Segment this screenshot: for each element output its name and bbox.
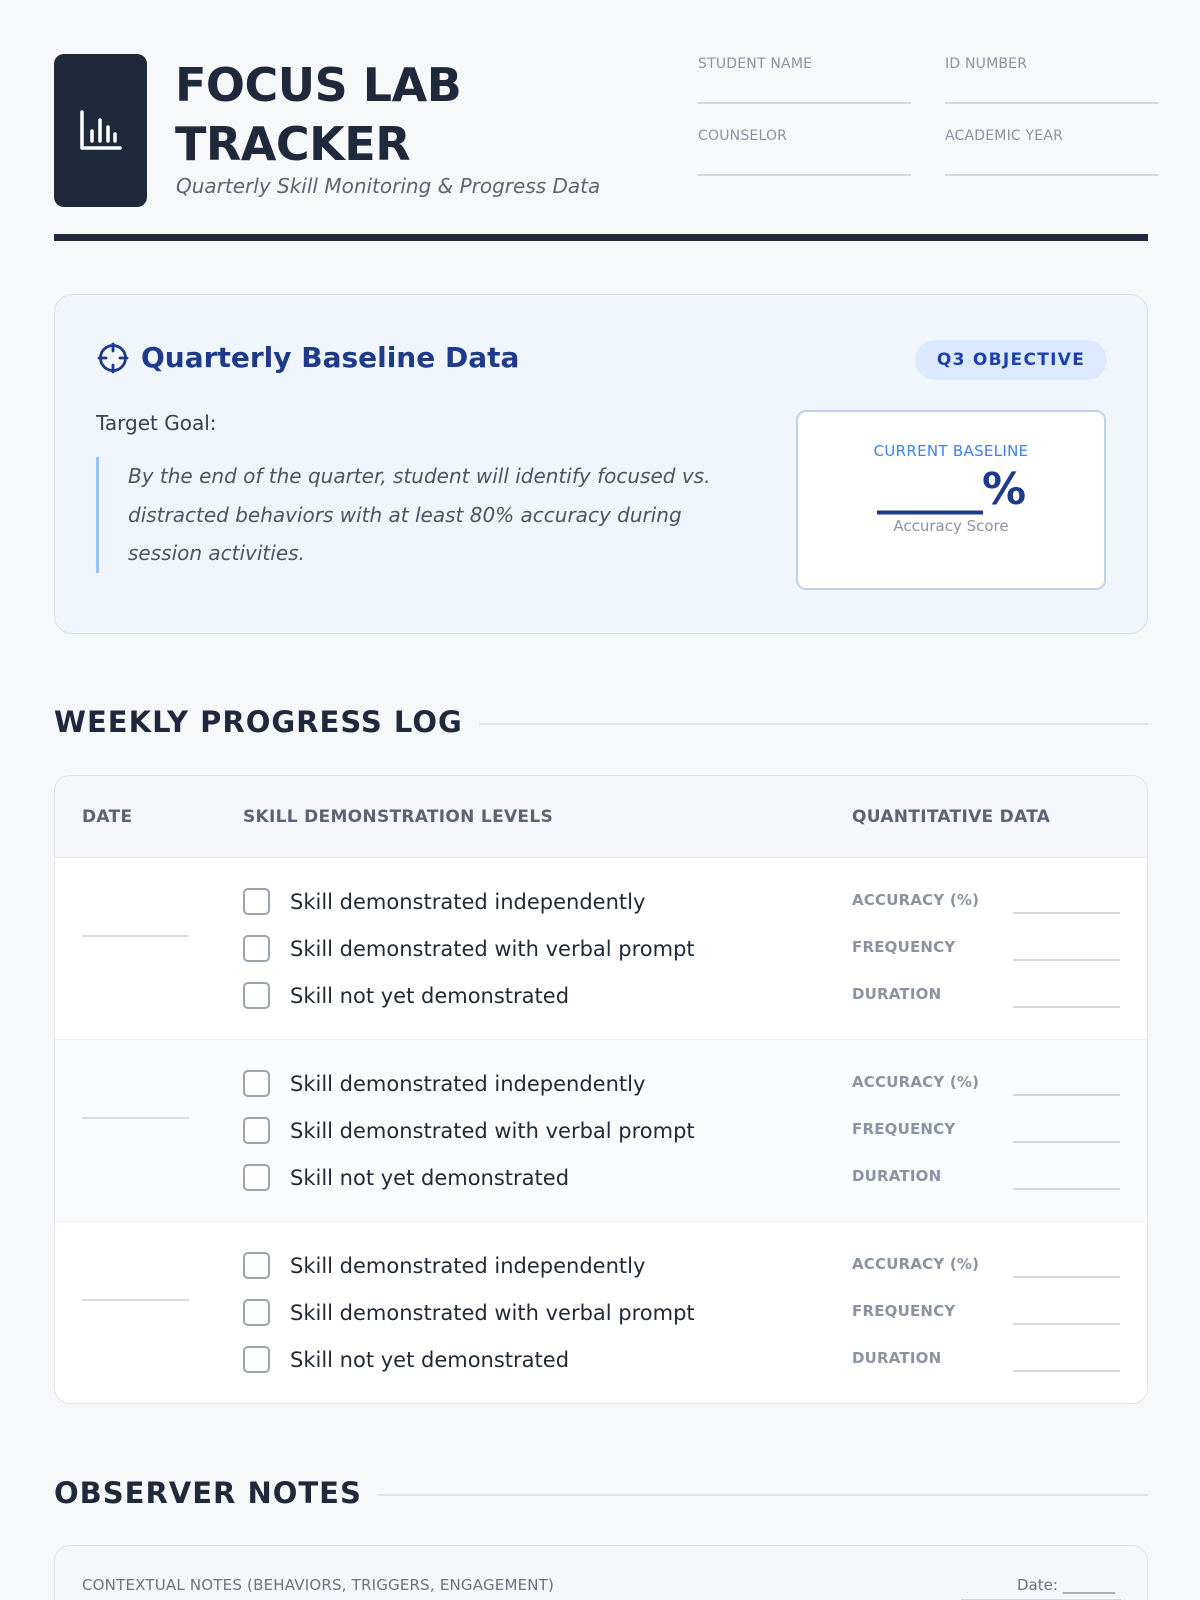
skill-checkbox[interactable] — [243, 1252, 270, 1279]
metric-label-frequency: FREQUENCY — [852, 938, 956, 956]
skill-checkbox[interactable] — [243, 1117, 270, 1144]
baseline-title: Quarterly Baseline Data — [141, 341, 520, 374]
accuracy-entry-field[interactable] — [1013, 912, 1120, 914]
skill-checkbox[interactable] — [243, 1299, 270, 1326]
skill-option-label: Skill demonstrated independently — [290, 1253, 646, 1278]
q3-objective-badge: Q3 OBJECTIVE — [915, 340, 1107, 380]
skill-checkbox[interactable] — [243, 888, 270, 915]
table-row — [55, 1222, 1147, 1404]
skill-option-label: Skill not yet demonstrated — [290, 1165, 570, 1190]
duration-entry-field[interactable] — [1013, 1188, 1120, 1190]
skill-option[interactable] — [243, 935, 695, 962]
header-divider — [54, 234, 1148, 241]
metric-label-accuracy: ACCURACY (%) — [852, 891, 980, 909]
skill-option[interactable] — [243, 1252, 645, 1279]
target-icon — [97, 342, 129, 374]
metric-label-duration: DURATION — [852, 1167, 942, 1185]
frequency-entry-field[interactable] — [1013, 959, 1120, 961]
metric-label-accuracy: ACCURACY (%) — [852, 1255, 980, 1273]
accuracy-score-label: Accuracy Score — [893, 517, 1009, 535]
metric-label-frequency: FREQUENCY — [852, 1120, 956, 1138]
section-divider — [378, 1494, 1148, 1496]
skill-option[interactable] — [243, 982, 569, 1009]
skill-option[interactable] — [243, 1164, 569, 1191]
skill-option[interactable] — [243, 1346, 569, 1373]
page-subtitle: Quarterly Skill Monitoring & Progress Data — [176, 174, 601, 198]
target-goal-text: By the end of the quarter, student will identify focused vs. distracted behaviors with at least 80% accuracy during session activities. — [96, 457, 736, 573]
skill-option-label: Skill demonstrated independently — [290, 1071, 646, 1096]
column-header-date: DATE — [82, 807, 133, 827]
target-goal-label: Target Goal: — [96, 411, 217, 435]
page-header — [54, 54, 1147, 244]
observer-notes-heading — [54, 1476, 1148, 1510]
column-header-skills: SKILL DEMONSTRATION LEVELS — [243, 807, 554, 827]
id-number-label: ID NUMBER — [945, 56, 1028, 72]
current-baseline-label: CURRENT BASELINE — [873, 442, 1029, 460]
date-entry-field[interactable] — [82, 1117, 189, 1119]
counselor-label: COUNSELOR — [698, 128, 788, 144]
id-number-field[interactable] — [945, 54, 1158, 104]
metric-label-frequency: FREQUENCY — [852, 1302, 956, 1320]
skill-checkbox[interactable] — [243, 1346, 270, 1373]
baseline-card — [54, 294, 1148, 634]
table-row — [55, 1040, 1147, 1222]
skill-option[interactable] — [243, 1117, 695, 1144]
skill-checkbox[interactable] — [243, 982, 270, 1009]
skill-option[interactable] — [243, 1070, 645, 1097]
observer-notes-title: OBSERVER NOTES — [54, 1476, 362, 1510]
counselor-field[interactable] — [698, 126, 911, 176]
skill-option-label: Skill demonstrated with verbal prompt — [290, 1118, 695, 1143]
progress-log-title: WEEKLY PROGRESS LOG — [54, 705, 463, 739]
metric-label-accuracy: ACCURACY (%) — [852, 1073, 980, 1091]
metric-label-duration: DURATION — [852, 985, 942, 1003]
frequency-entry-field[interactable] — [1013, 1141, 1120, 1143]
contextual-notes-label: CONTEXTUAL NOTES (BEHAVIORS, TRIGGERS, ENGAGEMENT) — [82, 1576, 555, 1594]
notes-date-label: Date: _______ — [1017, 1576, 1116, 1594]
skill-checkbox[interactable] — [243, 1070, 270, 1097]
duration-entry-field[interactable] — [1013, 1370, 1120, 1372]
skill-option-label: Skill demonstrated independently — [290, 889, 646, 914]
skill-option-label: Skill not yet demonstrated — [290, 983, 570, 1008]
progress-log-table — [54, 775, 1148, 1404]
metric-label-duration: DURATION — [852, 1349, 942, 1367]
progress-log-heading — [54, 705, 1148, 739]
accuracy-entry-field[interactable] — [1013, 1276, 1120, 1278]
skill-option[interactable] — [243, 888, 645, 915]
student-name-label: STUDENT NAME — [698, 56, 813, 72]
baseline-heading — [97, 341, 519, 374]
skill-option-label: Skill demonstrated with verbal prompt — [290, 1300, 695, 1325]
section-divider — [479, 723, 1148, 725]
skill-option[interactable] — [243, 1299, 695, 1326]
column-header-quantitative: QUANTITATIVE DATA — [852, 807, 1051, 827]
academic-year-label: ACADEMIC YEAR — [945, 128, 1064, 144]
observer-notes-card[interactable] — [54, 1545, 1148, 1600]
bar-chart-icon — [78, 108, 124, 154]
duration-entry-field[interactable] — [1013, 1006, 1120, 1008]
student-name-field[interactable] — [698, 54, 911, 104]
logo — [54, 54, 147, 207]
skill-option-label: Skill demonstrated with verbal prompt — [290, 936, 695, 961]
page-title: FOCUS LAB TRACKER — [175, 58, 462, 171]
current-baseline-value: _____% — [876, 464, 1026, 515]
skill-checkbox[interactable] — [243, 935, 270, 962]
current-baseline-box[interactable] — [796, 410, 1106, 590]
academic-year-field[interactable] — [945, 126, 1158, 176]
date-entry-field[interactable] — [82, 935, 189, 937]
accuracy-entry-field[interactable] — [1013, 1094, 1120, 1096]
skill-checkbox[interactable] — [243, 1164, 270, 1191]
frequency-entry-field[interactable] — [1013, 1323, 1120, 1325]
table-row — [55, 858, 1147, 1040]
date-entry-field[interactable] — [82, 1299, 189, 1301]
skill-option-label: Skill not yet demonstrated — [290, 1347, 570, 1372]
table-header — [55, 776, 1147, 858]
